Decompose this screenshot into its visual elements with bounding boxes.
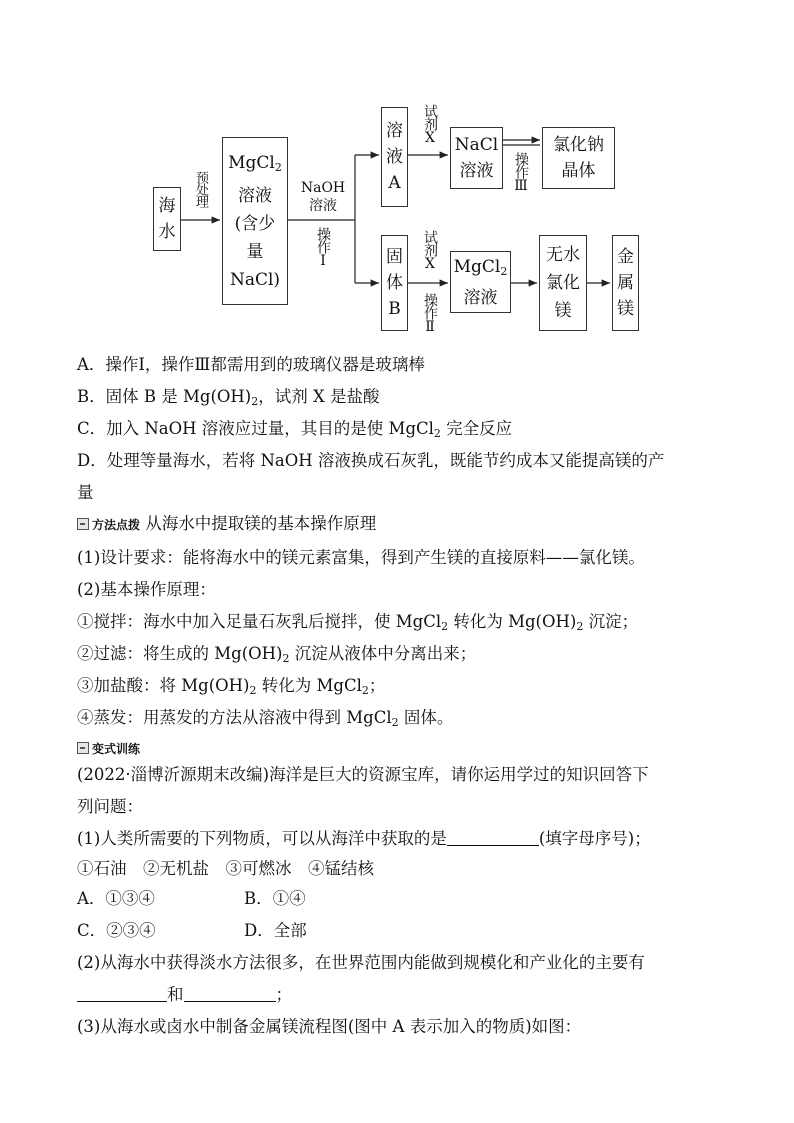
operation-1-label: 操作Ⅰ [315, 227, 331, 268]
answer-blank-1[interactable] [447, 831, 539, 846]
nacl-solution-box [450, 127, 503, 189]
mgcl2-solution-box [450, 251, 511, 313]
mgcl2-box-line-5: NaCl) [229, 269, 281, 290]
question-3: (3)从海水或卤水中制备金属镁流程图(图中 A 表示加入的物质)如图： [77, 1017, 582, 1036]
practice-intro-1: (2022·淄博沂源期末改编)海洋是巨大的资源宝库，请你运用学过的知识回答下 [77, 765, 649, 784]
reagent-x-bottom-label: 试剂X [422, 230, 438, 271]
option-a: A．操作Ⅰ，操作Ⅲ都需用到的玻璃仪器是玻璃棒 [77, 355, 425, 374]
method-step-evaporate: ④蒸发：用蒸发的方法从溶液中得到 MgCl$_2$ 固体。 [77, 708, 454, 729]
practice-icon [77, 742, 89, 754]
method-step-stir: ①搅拌：海水中加入足量石灰乳后搅拌，使 MgCl$_2$ 转化为 $Mg(OH)_2$ 沉淀； [77, 612, 639, 633]
mgcl2-box-line-4: 量 [246, 241, 264, 262]
solid-b-line-3: B [388, 299, 401, 319]
answer-blank-2[interactable] [77, 987, 167, 1002]
metal-mg-line-1: 金 [617, 247, 634, 267]
method-point-2: (2)基本操作原理： [77, 580, 216, 599]
solid-b-line-2: 体 [386, 273, 403, 293]
option-c: C．加入 NaOH 溶液应过量，其目的是使 MgCl$_2$ 完全反应 [77, 419, 513, 440]
seawater-label-2: 水 [158, 222, 176, 242]
operation-2-label: 操作Ⅱ [422, 292, 438, 334]
method-tip-heading: 方法点拨 从海水中提取镁的基本操作原理 [77, 513, 376, 536]
nacl-solution-line-1: NaCl [454, 135, 499, 155]
metal-mg-line-2: 属 [617, 273, 634, 293]
mgcl2-formula: MgCl$_2$ [228, 152, 282, 174]
solution-a-line-3: A [388, 173, 401, 193]
naoh-label: NaOH 溶液 [300, 180, 346, 214]
nacl-solution-line-2: 溶液 [459, 161, 494, 181]
pretreat-label: 预处理 [193, 170, 208, 207]
option-d-line-2: 量 [77, 483, 94, 502]
option-d-line-1: D．处理等量海水，若将 NaOH 溶液换成石灰乳，既能节约成本又能提高镁的产 [77, 451, 665, 470]
solid-b-line-1: 固 [386, 247, 403, 267]
method-step-filter: ②过滤：将生成的 $Mg(OH)_2$ 沉淀从液体中分离出来； [77, 644, 477, 665]
method-step-acid: ③加盐酸：将 $Mg(OH)_2$ 转化为 MgCl$_2$； [77, 676, 386, 697]
question-1: (1)人类所需要的下列物质，可以从海洋中获取的是 (填字母序号)； [77, 829, 651, 848]
anhydrous-mgcl2-box [539, 235, 587, 331]
anhydrous-line-2: 氯化 [546, 273, 580, 293]
reagent-x-top-label: 试剂X [422, 104, 438, 145]
method-point-1: (1)设计要求：能将海水中的镁元素富集，得到产生镁的直接原料——氯化镁。 [77, 548, 645, 567]
nacl-crystal-box [542, 127, 615, 189]
metal-mg-line-3: 镁 [617, 299, 634, 319]
practice-intro-2: 列问题： [77, 797, 143, 816]
mgcl2-solution-line-2: 溶液 [463, 287, 498, 308]
practice-heading: 变式训练 [77, 737, 140, 760]
seawater-box [153, 187, 181, 251]
question-1-items: ①石油 ②无机盐 ③可燃冰 ④锰结核 [77, 859, 374, 878]
method-tip-icon [77, 518, 89, 530]
question-2-blanks: 和 ； [77, 984, 292, 1006]
question-2: (2)从海水中获得淡水方法很多，在世界范围内能做到规模化和产业化的主要有 [77, 953, 645, 972]
anhydrous-line-1: 无水 [546, 245, 580, 265]
metal-mg-box [612, 235, 639, 331]
mgcl2-mixture-box [222, 137, 288, 305]
solution-a-box [381, 107, 408, 207]
option-b: B．固体 B 是 $Mg(OH)_2$，试剂 X 是盐酸 [77, 387, 380, 408]
mgcl2-box-line-2: 溶液 [238, 185, 272, 206]
question-1-option-d: D．全部 [244, 921, 307, 940]
question-1-option-c: C．②③④ [77, 921, 156, 940]
nacl-crystal-line-2: 晶体 [561, 161, 596, 181]
seawater-label-1: 海 [158, 196, 176, 216]
solid-b-box [381, 235, 408, 331]
solution-a-line-2: 液 [386, 147, 403, 167]
question-1-option-b: B．①④ [244, 889, 306, 908]
solution-a-line-1: 溶 [386, 121, 403, 141]
mgcl2-solution-formula: MgCl$_2$ [453, 256, 508, 278]
operation-3-label: 操作Ⅲ [513, 151, 529, 193]
question-1-option-a: A．①③④ [77, 889, 155, 908]
answer-blank-3[interactable] [184, 987, 276, 1002]
anhydrous-line-3: 镁 [554, 301, 572, 321]
mgcl2-box-line-3: (含少 [234, 213, 276, 234]
nacl-crystal-line-1: 氯化钠 [553, 135, 604, 155]
magnesium-extraction-flow-diagram [145, 95, 645, 340]
